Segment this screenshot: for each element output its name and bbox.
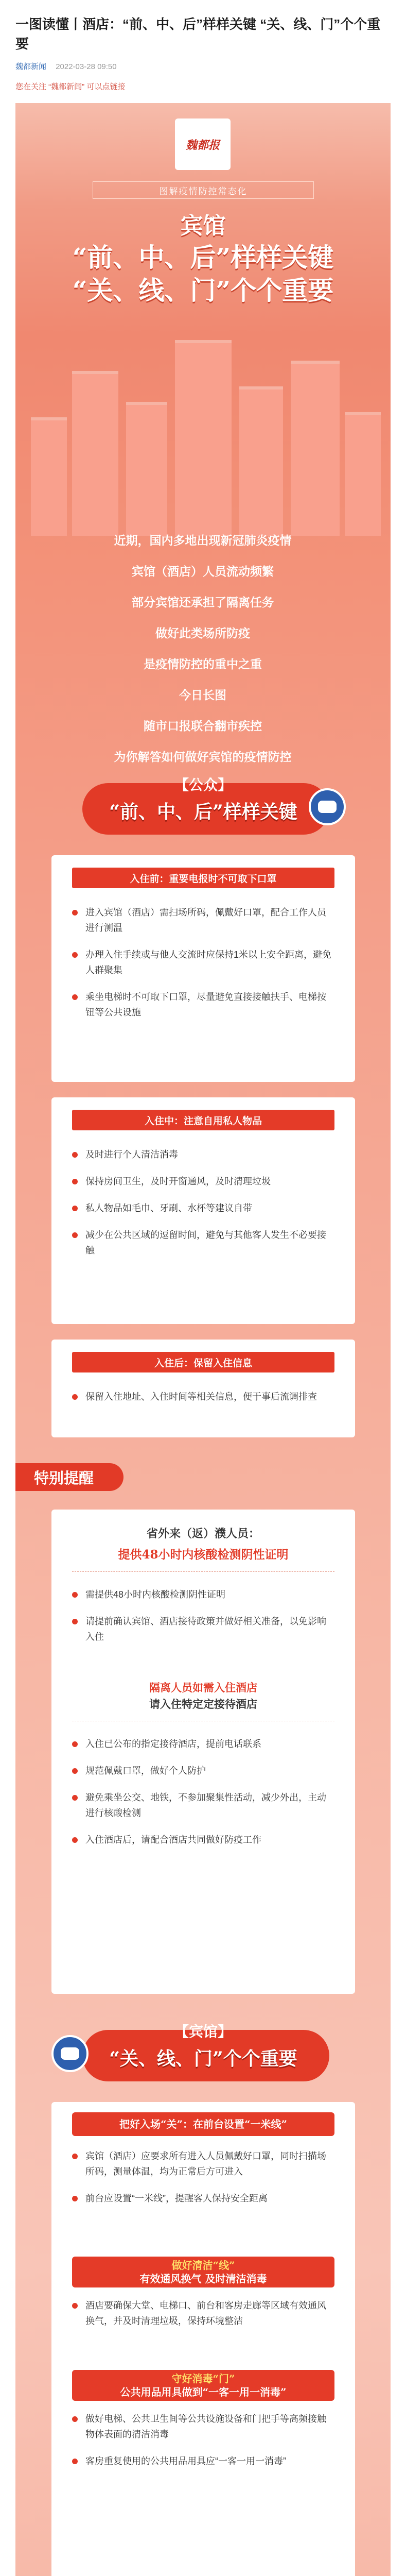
list-item: 乘坐电梯时不可取下口罩，尽量避免直接接触扶手、电梯按钮等公共设施 xyxy=(72,989,334,1020)
follow-notice[interactable]: 您在关注 “魏都新闻” 可以点链接 xyxy=(15,82,126,91)
article-date: 2022-03-28 09:50 xyxy=(56,62,117,71)
newspaper-logo: 魏都报 xyxy=(175,118,231,170)
article-source-link[interactable]: 魏都新闻 xyxy=(15,62,47,71)
list-item: 办理入住手续或与他人交流时应保持1米以上安全距离，避免人群聚集 xyxy=(72,947,334,978)
section-hotel-header: 【宾馆】 “关、线、门”个个重要 xyxy=(51,2014,355,2092)
card-bar: 入住前：重要电报时不可取下口罩 xyxy=(72,868,334,888)
list-item: 避免乘坐公交、地铁，不参加聚集性活动，减少外出，主动进行核酸检测 xyxy=(72,1790,334,1821)
list-item: 入住酒店后，请配合酒店共同做好防疫工作 xyxy=(72,1832,334,1848)
list-item: 前台应设置“一米线”，提醒客人保持安全距离 xyxy=(72,2191,334,2206)
quarantine-notice: 隔离人员如需入住酒店 请入住特定定接待酒店 xyxy=(149,1681,257,1710)
city-skyline-illustration xyxy=(15,319,391,536)
list-item: 做好电梯、公共卫生间等公共设施设备和门把手等高频接触物体表面的清洁消毒 xyxy=(72,2411,334,2442)
article-title: 一图读懂丨酒店：“前、中、后”样样关键 “关、线、门”个个重要 xyxy=(15,16,381,52)
cleaning-items xyxy=(72,2298,334,2340)
entry-control-bar: 把好入场“关”：在前台设置“一米线” xyxy=(72,2112,334,2136)
disinfection-items xyxy=(72,2411,334,2480)
cleaning-line-bar: 做好清洁“线” 有效通风换气 及时清洁消毒 xyxy=(72,2257,334,2287)
poster-headline xyxy=(15,211,391,307)
card-before-checkin xyxy=(51,855,355,1082)
list-item: 酒店要确保大堂、电梯口、前台和客房走廊等区域有效通风换气，并及时清理垃圾，保持环境整洁 xyxy=(72,2298,334,2329)
entry-control-items xyxy=(72,2148,334,2217)
list-item: 客房重复使用的公共用品用具应“一客一用一消毒” xyxy=(72,2453,334,2469)
special-reminder-tag: 特别提醒 xyxy=(15,1463,123,1491)
list-item: 需提供48小时内核酸检测阴性证明 xyxy=(72,1587,334,1602)
list-item: 减少在公共区域的逗留时间，避免与其他客人发生不必要接触 xyxy=(72,1227,334,1258)
card-bar: 入住后：保留入住信息 xyxy=(72,1352,334,1372)
card-after-checkout xyxy=(51,1340,355,1437)
list-item: 保持房间卫生，及时开窗通风，及时清理垃圾 xyxy=(72,1174,334,1189)
list-item: 保留入住地址、入住时间等相关信息，便于事后流调排查 xyxy=(72,1389,334,1404)
infographic-poster xyxy=(15,103,391,2576)
list-item: 宾馆（酒店）应要求所有进入人员佩戴好口罩，同时扫描场所码，测量体温，均为正常后方可进入 xyxy=(72,2148,334,2179)
series-label: 图解疫情防控常态化 xyxy=(93,181,314,199)
list-item: 进入宾馆（酒店）需扫场所码，佩戴好口罩，配合工作人员进行测温 xyxy=(72,905,334,936)
intro-text: 近期，国内多地出现新冠肺炎疫情 宾馆（酒店）人员流动频繁 部分宾馆还承担了隔离任务 做好此类场所防疫 是疫情防控的重中之重 今日长图 随市口报联合翻市疾控 为你解答如何做好宾馆的疫情防控 xyxy=(114,534,292,764)
list-item: 私人物品如毛巾、牙刷、水杯等建议自带 xyxy=(72,1200,334,1216)
headline-line-3: “关、线、门”个个重要 xyxy=(72,275,334,306)
out-of-province-notice: 省外来（返）濮人员： 提供48小时内核酸检测阴性证明 xyxy=(118,1527,289,1562)
list-item: 请提前确认宾馆、酒店接待政策并做好相关准备，以免影响入住 xyxy=(72,1614,334,1645)
card-during-stay xyxy=(51,1097,355,1324)
article-meta xyxy=(15,61,391,72)
disinfection-gate-bar: 守好消毒“门” 公共用品用具做到“一客一用一消毒” xyxy=(72,2370,334,2401)
list-item: 入住已公布的指定接待酒店，提前电话联系 xyxy=(72,1736,334,1752)
special-items-top xyxy=(72,1587,334,1656)
special-items-bottom xyxy=(72,1736,334,1859)
list-item: 规范佩戴口罩，做好个人防护 xyxy=(72,1763,334,1778)
card-bar: 入住中：注意自用私人物品 xyxy=(72,1110,334,1130)
section-public-header: 【公众】 “前、中、后”样样关键 xyxy=(51,768,355,845)
headline-line-1: 宾馆 xyxy=(180,213,226,239)
headline-line-2: “前、中、后”样样关键 xyxy=(72,242,334,273)
list-item: 及时进行个人清洁消毒 xyxy=(72,1147,334,1162)
